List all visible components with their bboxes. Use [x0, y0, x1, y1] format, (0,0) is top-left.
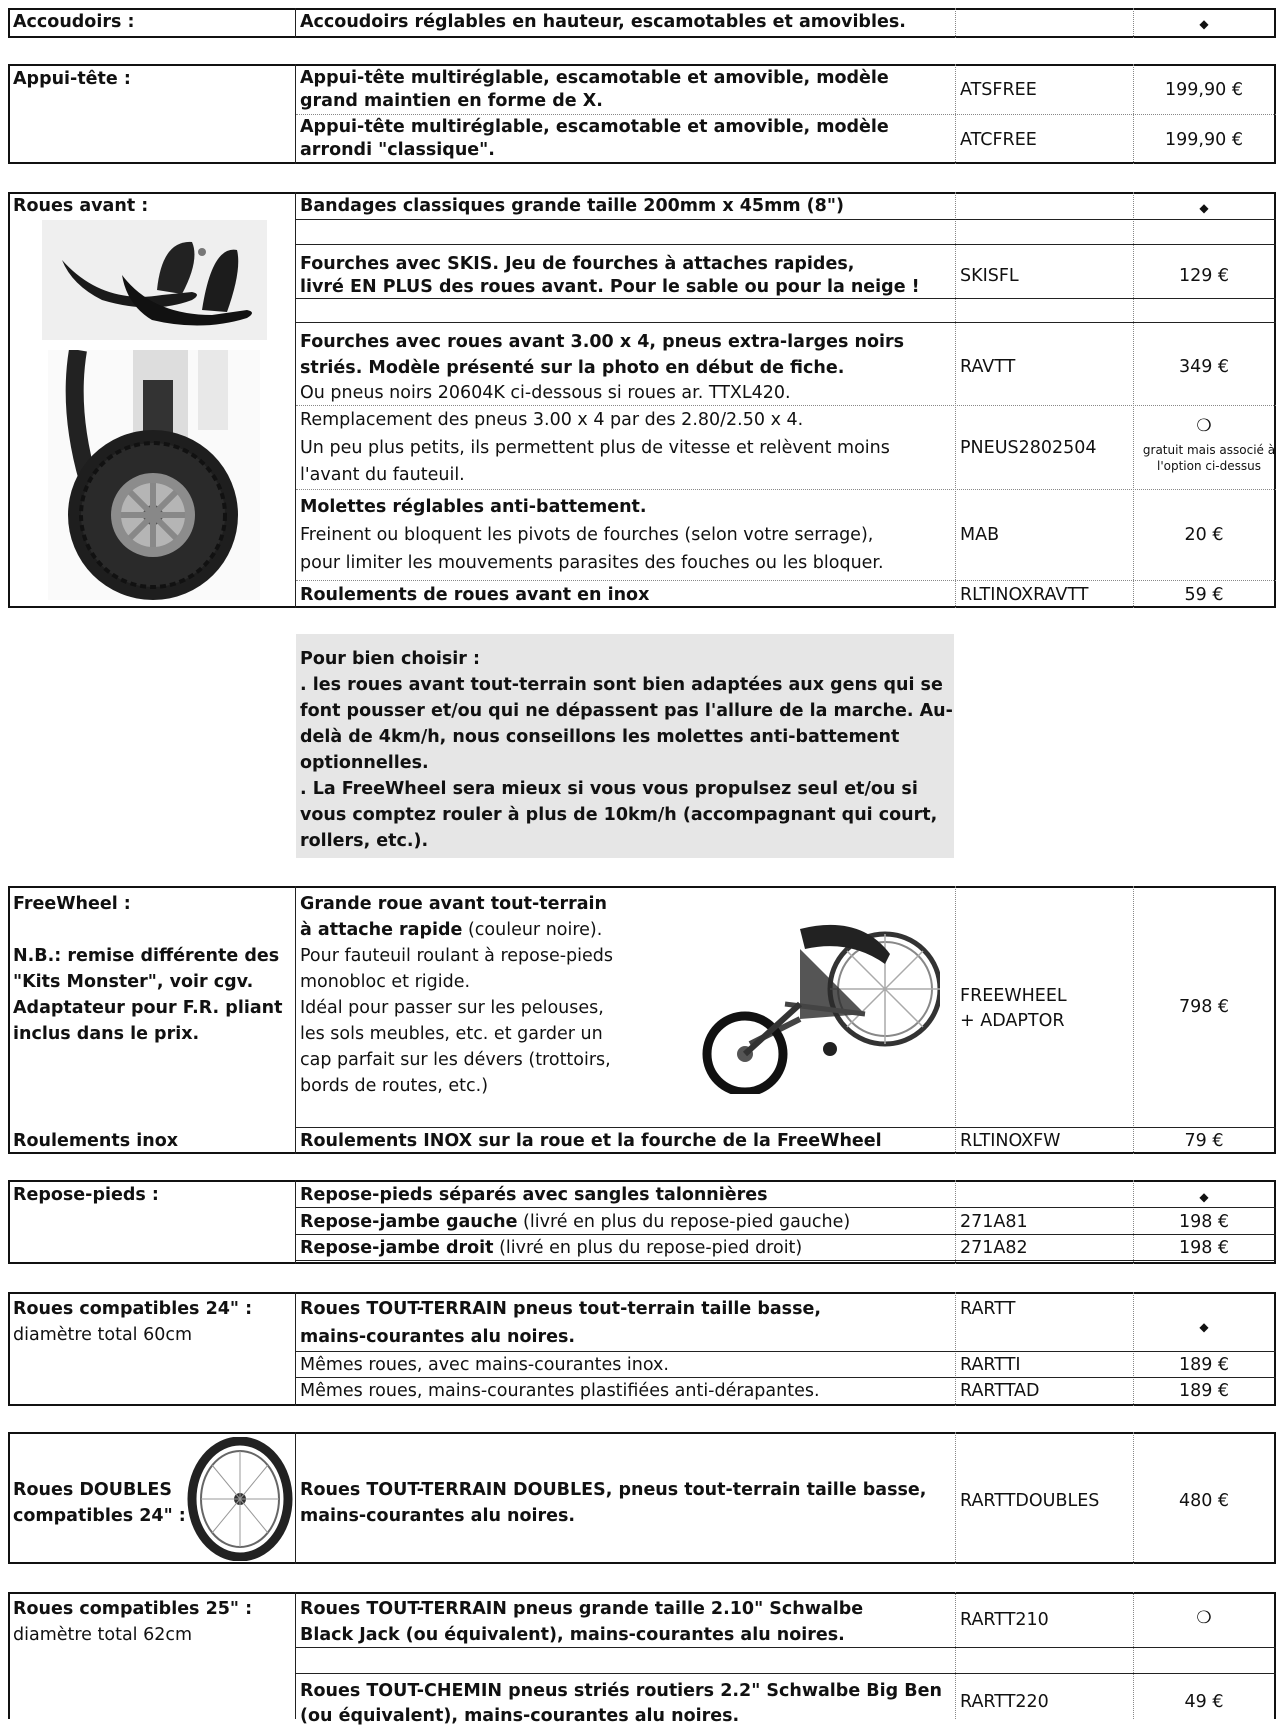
roulements-desc: Roulements de roues avant en inox — [300, 585, 650, 605]
product-price: 49 € — [1184, 1692, 1224, 1712]
product-ref: RLTINOXRAVTT — [960, 585, 1089, 605]
roues-doubles-label: compatibles 24" : — [13, 1506, 186, 1526]
repose-jambe-detail: (livré en plus du repose-pied gauche) — [517, 1212, 851, 1232]
product-ref: RARTTDOUBLES — [960, 1491, 1100, 1511]
advice-line: font pousser et/ou qui ne dépassent pas l'allure de la marche. Au- — [300, 701, 953, 721]
repose-pieds-label: Repose-pieds : — [13, 1185, 159, 1205]
product-price: 199,90 € — [1165, 80, 1243, 100]
mab-desc: Freinent ou bloquent les pivots de fourches (selon votre serrage), — [300, 525, 874, 545]
product-ref: ATSFREE — [960, 80, 1037, 100]
product-ref: RLTINOXFW — [960, 1131, 1061, 1151]
product-ref: FREEWHEEL — [960, 986, 1067, 1006]
product-ref: RARTTAD — [960, 1381, 1040, 1401]
roues-25-desc: Roues TOUT-CHEMIN pneus striés routiers 2.2" Schwalbe Big Ben — [300, 1681, 942, 1701]
product-ref: RARTT210 — [960, 1610, 1049, 1630]
advice-line: . les roues avant tout-terrain sont bien adaptées aux gens qui se — [300, 675, 943, 695]
repose-jambe-name: Repose-jambe droit — [300, 1238, 494, 1258]
product-ref: RARTTI — [960, 1355, 1021, 1375]
roues-doubles-label: Roues DOUBLES — [13, 1480, 172, 1500]
appui-tete-label: Appui-tête : — [13, 69, 131, 89]
appui-tete-desc: arrondi "classique". — [300, 140, 495, 160]
roues-25-label: Roues compatibles 25" : — [13, 1599, 253, 1619]
product-price: 79 € — [1184, 1131, 1224, 1151]
repose-pieds-desc: Repose-pieds séparés avec sangles talonnières — [300, 1185, 768, 1205]
pneus-desc: Un peu plus petits, ils permettent plus de vitesse et relèvent moins — [300, 438, 890, 458]
freewheel-note: N.B.: remise différente des — [13, 946, 280, 966]
mab-desc: Molettes réglables anti-battement. — [300, 497, 647, 517]
included-bullet-icon: ◆ — [1199, 17, 1209, 31]
advice-line: delà de 4km/h, nous conseillons les molettes anti-battement — [300, 727, 900, 747]
appui-tete-desc: Appui-tête multiréglable, escamotable et amovible, modèle — [300, 68, 889, 88]
pneus-note: gratuit mais associé à l'option ci-dessus — [1142, 443, 1276, 473]
freewheel-section — [8, 886, 1276, 1154]
product-ref: 271A81 — [960, 1212, 1028, 1232]
roulements-inox-label: Roulements inox — [13, 1131, 179, 1151]
option-circle-icon: ❍ — [1196, 416, 1212, 436]
product-price: 480 € — [1178, 1491, 1230, 1511]
skis-photo — [42, 220, 267, 340]
product-price: 199,90 € — [1165, 130, 1243, 150]
roulements-inox-desc: Roulements INOX sur la roue et la fourche de la FreeWheel — [300, 1131, 882, 1151]
freewheel-line: cap parfait sur les dévers (trottoirs, — [300, 1050, 611, 1070]
front-wheel-photo — [48, 350, 260, 600]
appui-tete-desc: grand maintien en forme de X. — [300, 91, 603, 111]
roues-24-desc: mains-courantes alu noires. — [300, 1327, 576, 1347]
freewheel-title-bold: à attache rapide — [300, 920, 463, 940]
product-ref: RARTT — [960, 1299, 1016, 1319]
accoudoirs-label: Accoudoirs : — [13, 12, 135, 32]
roues-doubles-desc: mains-courantes alu noires. — [300, 1506, 576, 1526]
roues-25-desc: (ou équivalent), mains-courantes alu noires. — [300, 1706, 740, 1726]
freewheel-line: bords de routes, etc.) — [300, 1076, 489, 1096]
pneus-desc: l'avant du fauteuil. — [300, 465, 465, 485]
product-ref: SKISFL — [960, 266, 1019, 286]
repose-jambe-name: Repose-jambe gauche — [300, 1212, 518, 1232]
roues-24-desc: Roues TOUT-TERRAIN pneus tout-terrain taille basse, — [300, 1299, 822, 1319]
product-price: 198 € — [1178, 1238, 1230, 1258]
product-ref: ATCFREE — [960, 130, 1037, 150]
advice-line: vous comptez rouler à plus de 10km/h (accompagnant qui court, — [300, 805, 938, 825]
freewheel-label: FreeWheel : — [13, 894, 131, 914]
product-ref: RARTT220 — [960, 1692, 1049, 1712]
bandages-desc: Bandages classiques grande taille 200mm x 45mm (8") — [300, 196, 844, 216]
roues-24-variant: Mêmes roues, mains-courantes plastifiées anti-dérapantes. — [300, 1381, 820, 1401]
freewheel-title: Grande roue avant tout-terrain — [300, 894, 608, 914]
product-price: 198 € — [1178, 1212, 1230, 1232]
included-bullet-icon: ◆ — [1199, 201, 1209, 215]
product-ref: 271A82 — [960, 1238, 1028, 1258]
product-price: 798 € — [1178, 997, 1230, 1017]
included-bullet-icon: ◆ — [1199, 1320, 1209, 1334]
skis-desc: livré EN PLUS des roues avant. Pour le sable ou pour la neige ! — [300, 277, 920, 297]
included-bullet-icon: ◆ — [1199, 1190, 1209, 1204]
freewheel-line: Idéal pour passer sur les pelouses, — [300, 998, 604, 1018]
skis-desc: Fourches avec SKIS. Jeu de fourches à attaches rapides, — [300, 254, 855, 274]
accoudoirs-desc: Accoudoirs réglables en hauteur, escamotables et amovibles. — [300, 12, 906, 32]
advice-line: . La FreeWheel sera mieux si vous vous propulsez seul et/ou si — [300, 779, 918, 799]
advice-line: rollers, etc.). — [300, 831, 429, 851]
pneus-desc: Remplacement des pneus 3.00 x 4 par des 2.80/2.50 x 4. — [300, 410, 804, 430]
advice-line: Pour bien choisir : — [300, 649, 480, 669]
product-ref: MAB — [960, 525, 1000, 545]
product-price: 59 € — [1184, 585, 1224, 605]
ravtt-desc: striés. Modèle présenté sur la photo en début de fiche. — [300, 358, 845, 378]
product-price: 129 € — [1178, 266, 1230, 286]
product-price: 349 € — [1178, 357, 1230, 377]
freewheel-line: les sols meubles, etc. et garder un — [300, 1024, 603, 1044]
repose-jambe-row — [300, 1210, 850, 1234]
product-ref: PNEUS2802504 — [960, 438, 1097, 458]
freewheel-note: Adaptateur pour F.R. pliant — [13, 998, 283, 1018]
product-price: 189 € — [1178, 1355, 1230, 1375]
repose-jambe-row — [300, 1236, 802, 1260]
mab-desc: pour limiter les mouvements parasites des fouches ou les bloquer. — [300, 553, 884, 573]
advice-line: optionnelles. — [300, 753, 429, 773]
freewheel-line: monobloc et rigide. — [300, 972, 471, 992]
ravtt-desc: Fourches avec roues avant 3.00 x 4, pneus extra-larges noirs — [300, 332, 905, 352]
double-wheel-photo — [185, 1437, 295, 1561]
product-price: 189 € — [1178, 1381, 1230, 1401]
freewheel-note: inclus dans le prix. — [13, 1024, 200, 1044]
roues-avant-label: Roues avant : — [13, 196, 149, 216]
roues-24-sub: diamètre total 60cm — [13, 1325, 193, 1345]
roues-25-desc: Black Jack (ou équivalent), mains-courantes alu noires. — [300, 1625, 845, 1645]
freewheel-title-rest: (couleur noire). — [462, 920, 603, 940]
option-circle-icon: ❍ — [1196, 1608, 1212, 1628]
roues-24-label: Roues compatibles 24" : — [13, 1299, 253, 1319]
ravtt-desc: Ou pneus noirs 20604K ci-dessous si roues ar. TTXL420. — [300, 383, 791, 403]
appui-tete-desc: Appui-tête multiréglable, escamotable et amovible, modèle — [300, 117, 889, 137]
repose-jambe-detail: (livré en plus du repose-pied droit) — [493, 1238, 803, 1258]
freewheel-photo — [690, 894, 940, 1094]
roues-25-sub: diamètre total 62cm — [13, 1625, 193, 1645]
roues-25-desc: Roues TOUT-TERRAIN pneus grande taille 2.10" Schwalbe — [300, 1599, 864, 1619]
roues-doubles-desc: Roues TOUT-TERRAIN DOUBLES, pneus tout-terrain taille basse, — [300, 1480, 927, 1500]
freewheel-title-line — [300, 918, 602, 942]
freewheel-note: "Kits Monster", voir cgv. — [13, 972, 254, 992]
roues-24-variant: Mêmes roues, avec mains-courantes inox. — [300, 1355, 669, 1375]
product-ref: + ADAPTOR — [960, 1011, 1065, 1031]
freewheel-line: Pour fauteuil roulant à repose-pieds — [300, 946, 614, 966]
product-price: 20 € — [1184, 525, 1224, 545]
product-ref: RAVTT — [960, 357, 1016, 377]
